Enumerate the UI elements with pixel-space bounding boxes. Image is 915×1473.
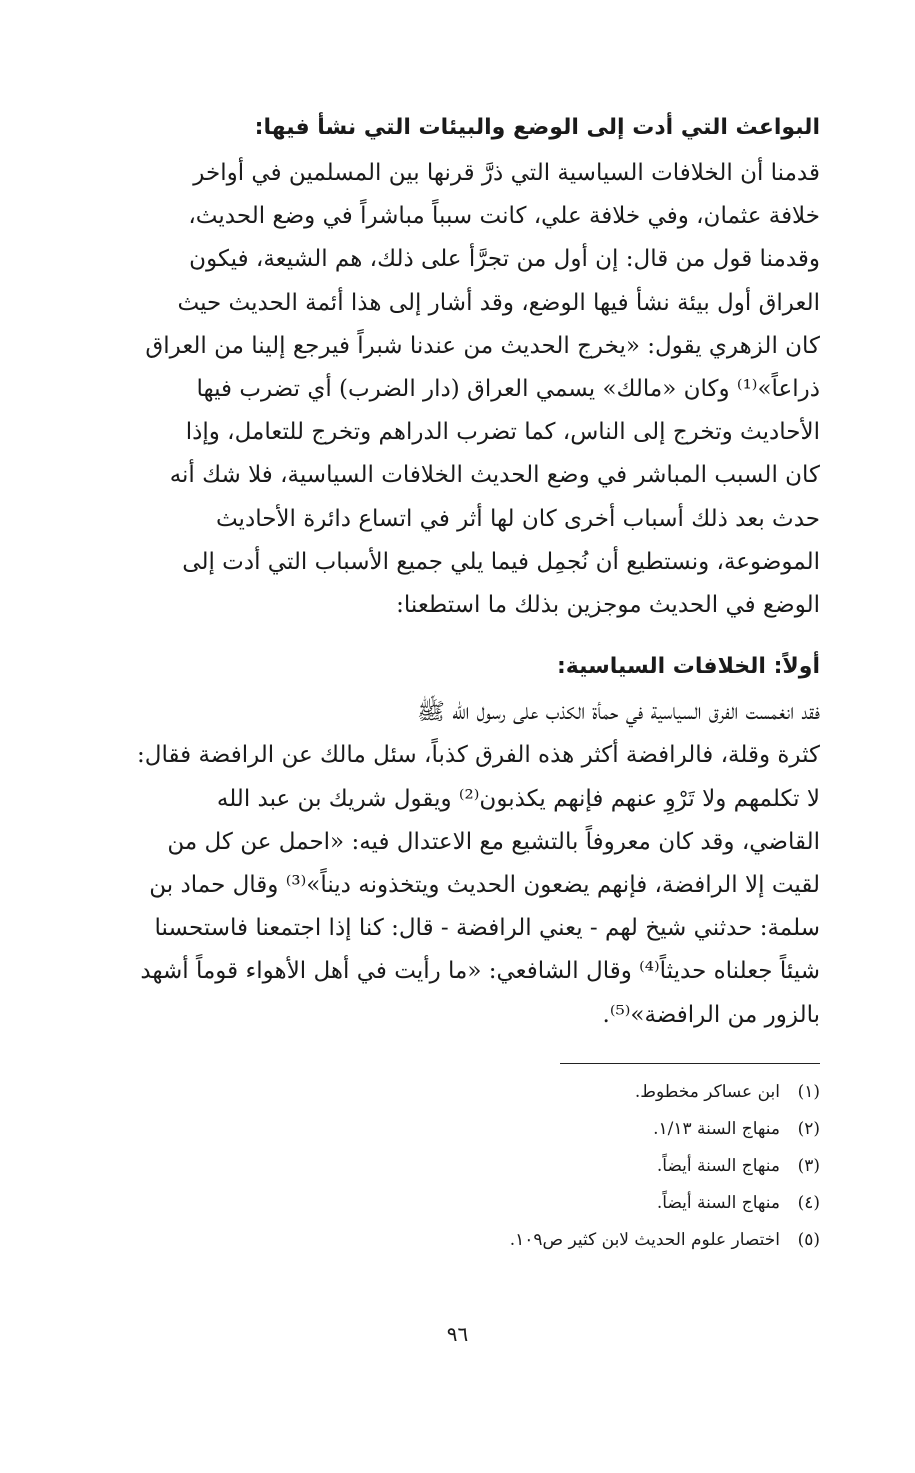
text-line: القاضي، وقد كان معروفاً بالتشيع مع الاعتدال فيه: «احمل عن كل من — [167, 828, 820, 855]
footnote-text: منهاج السنة ١/١٣. — [653, 1118, 780, 1139]
footnote-number: (٣) — [797, 1155, 820, 1176]
text-line: حدث بعد ذلك أسباب أخرى كان لها أثر في اتساع دائرة الأحاديث — [215, 505, 820, 532]
paragraph-motives — [95, 152, 820, 627]
paragraph-political-disputes — [95, 691, 820, 1037]
text-line: شيئاً جعلناه حديثاً⁽⁴⁾ وقال الشافعي: «ما رأيت في أهل الأهواء قوماً أشهد — [140, 958, 820, 985]
footnote-text: منهاج السنة أيضاً. — [656, 1155, 780, 1176]
footnote-text: ابن عساكر مخطوط. — [634, 1081, 780, 1102]
footnote-number: (٥) — [797, 1229, 820, 1250]
text-line: خلافة عثمان، وفي خلافة علي، كانت سبباً مباشراً في وضع الحديث، — [188, 203, 820, 230]
section-gap — [95, 627, 820, 647]
footnote-item — [95, 1074, 820, 1111]
footnote-text: منهاج السنة أيضاً. — [656, 1192, 780, 1213]
text-line: سلمة: حدثني شيخ لهم - يعني الرافضة - قال: كنا إذا اجتمعنا فاستحسنا — [154, 915, 820, 942]
text-line: وقدمنا قول من قال: إن أول من تجرَّأ على ذلك، هم الشيعة، فيكون — [189, 246, 820, 273]
text-line: كثرة وقلة، فالرافضة أكثر هذه الفرق كذباً، سئل مالك عن الرافضة فقال: — [137, 742, 820, 769]
text-line: الوضع في الحديث موجزين بذلك ما استطعنا: — [396, 592, 820, 619]
footnote-number: (٤) — [797, 1192, 820, 1213]
page-number: ٩٦ — [446, 1322, 469, 1346]
text-line: الموضوعة، ونستطيع أن نُجمِل فيما يلي جميع الأسباب التي أدت إلى — [182, 548, 820, 575]
text-line: الأحاديث وتخرج إلى الناس، كما تضرب الدراهم وتخرج للتعامل، وإذا — [185, 419, 820, 446]
section-heading-political-disputes: أولاً: الخلافات السياسية: — [556, 654, 820, 680]
footnote-text: اختصار علوم الحديث لابن كثير ص١٠٩. — [509, 1229, 780, 1250]
footnote-number: (١) — [797, 1081, 820, 1102]
footnote-item — [95, 1148, 820, 1185]
footnote-divider — [560, 1063, 820, 1064]
text-line: قدمنا أن الخلافات السياسية التي ذرَّ قرنها بين المسلمين في أواخر — [193, 160, 820, 186]
footnotes-list — [95, 1074, 820, 1259]
footnote-item — [95, 1222, 820, 1259]
text-line: ذراعاً»⁽¹⁾ وكان «مالك» يسمي العراق (دار الضرب) أي تضرب فيها — [196, 376, 820, 403]
text-line: لا تكلمهم ولا تَرْوِ عنهم فإنهم يكذبون⁽²⁾ ويقول شريك بن عبد الله — [216, 785, 820, 812]
text-line: كان السبب المباشر في وضع الحديث الخلافات السياسية، فلا شك أنه — [169, 462, 820, 489]
text-line: بالزور من الرافضة»⁽⁵⁾. — [602, 1001, 820, 1028]
text-line: كان الزهري يقول: «يخرج الحديث من عندنا شبراً فيرجع إلينا من العراق — [145, 332, 820, 359]
footnote-item — [95, 1185, 820, 1222]
text-line: لقيت إلا الرافضة، فإنهم يضعون الحديث ويتخذونه ديناً»⁽³⁾ وقال حماد بن — [149, 872, 820, 899]
text-line: فقد انغمست الفرق السياسية في حمأة الكذب على رسول الله ﷺ — [417, 699, 820, 726]
section-heading-motives: البواعث التي أدت إلى الوضع والبيئات التي نشأ فيها: — [254, 115, 820, 140]
text-line: العراق أول بيئة نشأ فيها الوضع، وقد أشار إلى هذا أئمة الحديث حيث — [177, 289, 820, 316]
footnote-number: (٢) — [797, 1118, 820, 1139]
footnote-item — [95, 1111, 820, 1148]
